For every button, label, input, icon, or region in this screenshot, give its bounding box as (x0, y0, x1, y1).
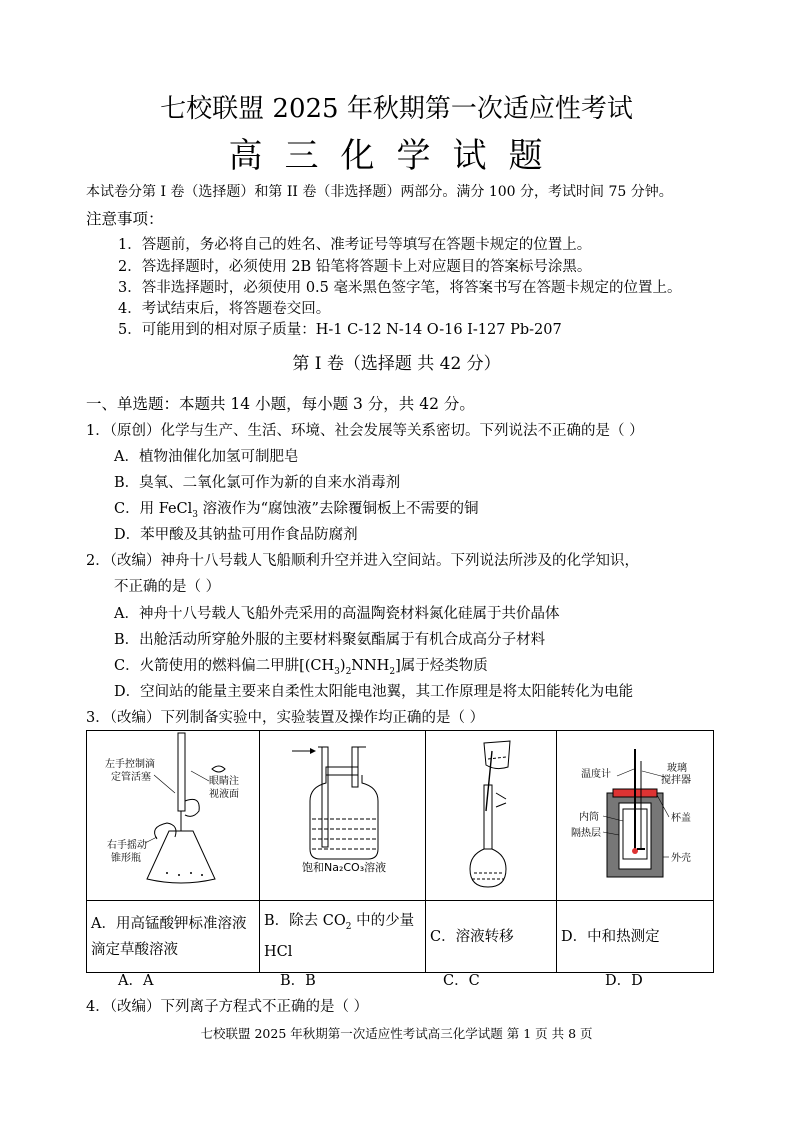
solution-transfer-figure (426, 731, 556, 896)
q1-option-b: B．臭氧、二氧化氯可作为新的自来水消毒剂 (114, 475, 401, 491)
label-left-hand: 左手控制滴 (105, 759, 155, 770)
figure-a-cell (87, 731, 260, 901)
figure-b-cell (260, 731, 426, 901)
q3-option-b: B．B (280, 973, 316, 989)
exam-intro: 本试卷分第 I 卷（选择题）和第 II 卷（非选择题）两部分。满分 100 分，考试时间 75 分钟。 (86, 184, 673, 200)
calorimeter-figure (557, 731, 713, 896)
caption-b: B．除去 $CO_2$ 中的少量 HCl (260, 901, 426, 973)
q1-option-c: C．用 FeCl$_3$ 溶液作为“腐蚀液”去除覆铜板上不需要的铜 (114, 501, 479, 520)
question-1-stem: 1．（原创）化学与生产、生活、环境、社会发展等关系密切。下列说法不正确的是（ ） (86, 423, 644, 439)
experiment-table (86, 730, 714, 973)
label-insulation: 隔热层 (571, 828, 601, 839)
question-4-stem: 4．（改编）下列离子方程式不正确的是（ ） (86, 999, 369, 1015)
question-2-stem: 2．（改编）神舟十八号载人飞船顺利升空并进入空间站。下列说法所涉及的化学知识， (86, 553, 639, 569)
q3-option-c: C．C (443, 973, 480, 989)
note-item: 3．答非选择题时，必须使用 0.5 毫米黑色签字笔，将答案书写在答题卡规定的位置上。 (118, 280, 682, 296)
q2-option-d: D．空间站的能量主要来自柔性太阳能电池翼，其工作原理是将太阳能转化为电能 (114, 684, 634, 700)
exam-subtitle: 高三化学试题 (228, 136, 565, 176)
section-title: 第 I 卷（选择题 共 42 分） (292, 354, 501, 374)
label-eye: 眼睛注 (209, 776, 239, 787)
caption-c: C．溶液转移 (426, 901, 557, 973)
gas-washing-figure (260, 731, 425, 896)
note-item: 2．答选择题时，必须使用 2B 铅笔将答题卡上对应题目的答案标号涂黑。 (118, 259, 592, 275)
titration-figure (87, 731, 259, 896)
notes-heading: 注意事项： (86, 210, 164, 228)
q2-option-b: B．出舱活动所穿舱外服的主要材料聚氨酯属于有机合成高分子材料 (114, 632, 546, 648)
caption-a: A．用高锰酸钾标准溶液滴定草酸溶液 (87, 901, 260, 973)
label-thermometer: 温度计 (581, 769, 611, 780)
part-heading: 一、单选题：本题共 14 小题，每小题 3 分，共 42 分。 (86, 395, 475, 413)
q1-option-d: D．苯甲酸及其钠盐可用作食品防腐剂 (114, 527, 358, 543)
q2-option-c: C．火箭使用的燃料偏二甲肼$[(CH_3)_2NNH_2]$属于烃类物质 (114, 658, 488, 677)
label-inner: 内筒 (579, 812, 599, 823)
label-flask: 锥形瓶 (111, 853, 141, 864)
figure-d-cell (557, 731, 714, 901)
note-item: 5．可能用到的相对原子质量：H-1 C-12 N-14 O-16 I-127 Pb-207 (118, 322, 562, 338)
caption-d: D．中和热测定 (557, 901, 714, 973)
page-footer: 七校联盟 2025 年秋期第一次适应性考试高三化学试题 第 1 页 共 8 页 (200, 1026, 593, 1041)
q1-option-a: A．植物油催化加氢可制肥皂 (114, 449, 299, 465)
label-outer: 外壳 (671, 853, 691, 864)
figure-c-cell (426, 731, 557, 901)
note-item: 4．考试结束后，将答题卷交回。 (118, 301, 331, 317)
exam-title: 七校联盟 2025 年秋期第一次适应性考试 (160, 94, 633, 124)
label-liquid-level: 视液面 (209, 789, 239, 800)
label-glass: 玻璃 (667, 763, 687, 774)
label-lid: 杯盖 (671, 813, 691, 824)
question-2-stem-cont: 不正确的是（ ） (114, 579, 221, 595)
q2-option-a: A．神舟十八号载人飞船外壳采用的高温陶瓷材料氮化硅属于共价晶体 (114, 606, 560, 622)
label-right-hand: 右手摇动 (107, 840, 147, 851)
q3-option-d: D．D (605, 973, 643, 989)
label-stopcock: 定管活塞 (111, 772, 151, 783)
label-saturated-solution: 饱和Na₂CO₃溶液 (302, 861, 387, 874)
q3-option-a: A．A (118, 973, 154, 989)
note-item: 1．答题前，务必将自己的姓名、准考证号等填写在答题卡规定的位置上。 (118, 237, 592, 253)
label-stirrer: 搅拌器 (661, 775, 691, 786)
question-3-stem: 3．（改编）下列制备实验中，实验装置及操作均正确的是（ ） (86, 710, 485, 726)
